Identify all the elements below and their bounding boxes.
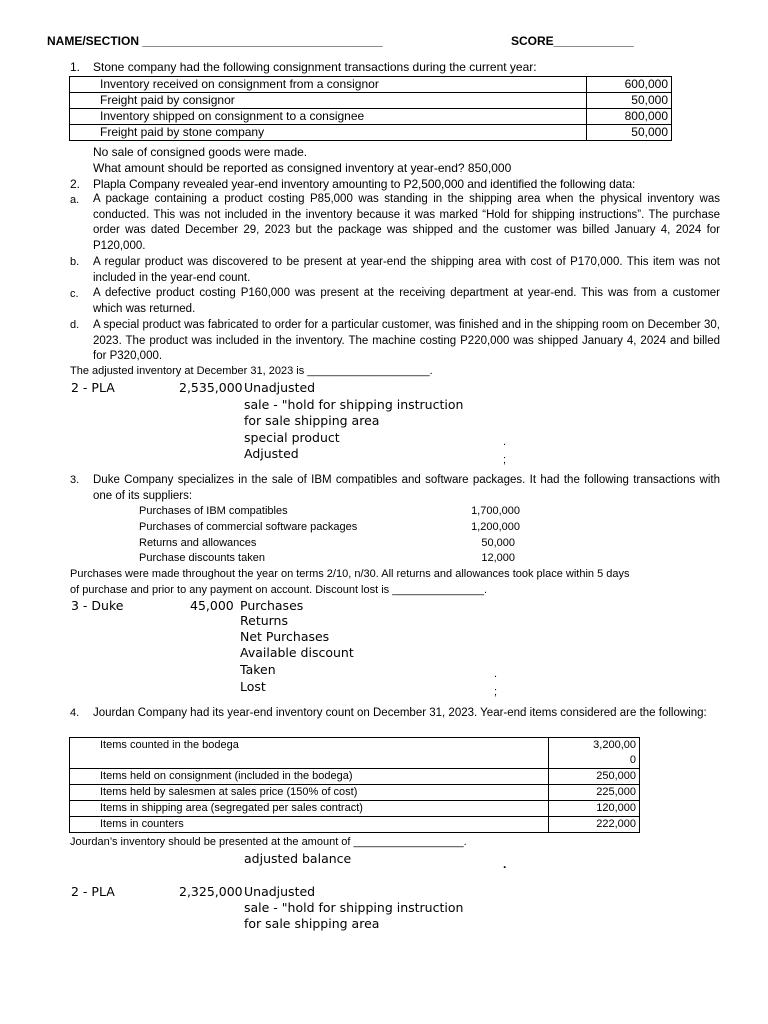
q4-row-label: Items counted in the bodega bbox=[70, 738, 549, 769]
q4-text: Jourdan Company had its year-end inventory count on December 31, 2023. Year-end items considered are the following: bbox=[93, 707, 707, 719]
q2-text: Plapla Company revealed year-end inventory amounting to P2,500,000 and identified the following data: bbox=[93, 177, 636, 191]
q2-item-c-letter: c. bbox=[70, 288, 79, 300]
q2-work-label: 2 - PLA bbox=[71, 380, 115, 395]
q2-item-a-text: A package containing a product costing P85,000 was standing in the shipping area when the physical inventory was conducted. This was not included in the inventory because it was marked “Hold for shipping instructions”. The purchase order was dated December 29, 2023 but the package was shipped and the customer was billed January 4, 2024 for P120,000. bbox=[93, 193, 720, 253]
q2-item-b-text: A regular product was discovered to be present at year-end the shipping area with cost of P170,000. This item was not included in the year-end count. bbox=[93, 256, 720, 284]
table-row bbox=[70, 769, 640, 785]
q2-work-line: Adjusted bbox=[244, 446, 299, 461]
table-row bbox=[70, 93, 672, 109]
table-row bbox=[70, 801, 640, 817]
q2-work-line: Unadjusted bbox=[244, 380, 316, 395]
q4-row-label: Items held by salesmen at sales price (150% of cost) bbox=[70, 785, 549, 801]
q4-number: 4. bbox=[70, 707, 80, 719]
q2-work-line: sale - "hold for shipping instruction bbox=[244, 397, 464, 412]
q3-row-label: Returns and allowances bbox=[139, 537, 257, 549]
table-row bbox=[70, 738, 640, 769]
q3-work-line: Taken bbox=[240, 662, 276, 677]
q3-row-label: Purchases of IBM compatibles bbox=[139, 505, 288, 517]
q2-item-c-text: A defective product costing P160,000 was present at the receiving department at year-end. This was from a customer which was returned. bbox=[93, 287, 720, 315]
q3-mark: . bbox=[494, 668, 498, 680]
q4-row-value-line: 3,200,00 bbox=[593, 739, 636, 751]
q2-item-a-letter: a. bbox=[70, 194, 80, 206]
q4-work-line: adjusted balance bbox=[244, 851, 352, 866]
q1-note: No sale of consigned goods were made. bbox=[93, 145, 308, 159]
table-row bbox=[70, 77, 672, 93]
q1-table bbox=[69, 76, 672, 141]
q4-work-amount: 2,325,000 bbox=[179, 884, 243, 899]
q1-row-label: Freight paid by stone company bbox=[70, 125, 587, 141]
q3-row-label: Purchase discounts taken bbox=[139, 552, 265, 564]
q2-work-line: for sale shipping area bbox=[244, 413, 380, 428]
q4-row-label: Items in counters bbox=[70, 817, 549, 833]
q3-mark: ; bbox=[494, 686, 498, 698]
q3-row-label: Purchases of commercial software packages bbox=[139, 521, 358, 533]
q2-item-b-letter: b. bbox=[70, 256, 80, 268]
q3-number: 3. bbox=[70, 474, 80, 486]
q2-question: The adjusted inventory at December 31, 2023 is ____________________. bbox=[70, 365, 433, 377]
q3-para-line: Purchases were made throughout the year on terms 2/10, n/30. All returns and allowances took place within 5 days bbox=[70, 568, 630, 580]
q1-row-value: 800,000 bbox=[587, 109, 672, 125]
q4-row-value: 250,000 bbox=[549, 769, 640, 785]
q1-question: What amount should be reported as consigned inventory at year-end? 850,000 bbox=[93, 161, 512, 175]
q1-row-label: Inventory shipped on consignment to a consignee bbox=[70, 109, 587, 125]
q1-row-value: 50,000 bbox=[587, 125, 672, 141]
name-section-label: NAME/SECTION ____________________________________ bbox=[47, 34, 383, 48]
q2-work-amount: 2,535,000 bbox=[179, 380, 243, 395]
q3-work-line: Returns bbox=[240, 613, 288, 628]
q2-mark: ; bbox=[503, 454, 507, 466]
q1-row-label: Inventory received on consignment from a consignor bbox=[70, 77, 587, 93]
table-row bbox=[70, 817, 640, 833]
q2-work-line: special product bbox=[244, 430, 340, 445]
q2-number: 2. bbox=[70, 177, 81, 191]
q4-row-label: Items in shipping area (segregated per sales contract) bbox=[70, 801, 549, 817]
q3-row-value: 1,200,000 bbox=[471, 521, 520, 533]
table-row bbox=[70, 785, 640, 801]
q2-mark: . bbox=[503, 436, 507, 448]
q3-work-line: Purchases bbox=[240, 598, 304, 613]
q4-row-value: 225,000 bbox=[549, 785, 640, 801]
q3-row-value: 50,000 bbox=[481, 537, 515, 549]
q4-work-line: for sale shipping area bbox=[244, 916, 380, 931]
q4-row-label: Items held on consignment (included in the bodega) bbox=[70, 769, 549, 785]
q4-work-line: Unadjusted bbox=[244, 884, 316, 899]
q3-work-line: Available discount bbox=[240, 645, 354, 660]
score-label: SCORE____________ bbox=[511, 34, 634, 48]
q1-row-value: 600,000 bbox=[587, 77, 672, 93]
q2-item-d-text: A special product was fabricated to order for a particular customer, was finished and in the shipping room on December 30, 2023. The product was included in the inventory. The machine costing P220,000 was shipped January 4, 2024 and billed for P320,000. bbox=[93, 319, 720, 363]
q1-row-value: 50,000 bbox=[587, 93, 672, 109]
q1-number: 1. bbox=[70, 60, 81, 74]
q1-text: Stone company had the following consignment transactions during the current year: bbox=[93, 60, 537, 74]
table-row bbox=[70, 125, 672, 141]
q4-table bbox=[69, 737, 640, 833]
q3-text: Duke Company specializes in the sale of IBM compatibles and software packages. It had the following transactions with one of its suppliers: bbox=[93, 474, 720, 502]
q4-row-value-line: 0 bbox=[629, 754, 636, 766]
q4-row-value: 222,000 bbox=[549, 817, 640, 833]
q3-work-line: Net Purchases bbox=[240, 629, 330, 644]
table-row bbox=[70, 109, 672, 125]
q3-work-line: Lost bbox=[240, 679, 266, 694]
q4-work-label: 2 - PLA bbox=[71, 884, 115, 899]
q4-row-value: 120,000 bbox=[549, 801, 640, 817]
q3-work-label: 3 - Duke bbox=[71, 598, 124, 613]
q3-row-value: 1,700,000 bbox=[471, 505, 520, 517]
q3-row-value: 12,000 bbox=[481, 552, 515, 564]
q4-work-line: sale - "hold for shipping instruction bbox=[244, 900, 464, 915]
q2-item-d-letter: d. bbox=[70, 319, 80, 331]
q4-question: Jourdan’s inventory should be presented at the amount of __________________. bbox=[70, 836, 467, 848]
q4-mark: . bbox=[503, 857, 507, 871]
q3-work-amount: 45,000 bbox=[190, 598, 234, 613]
q4-row-value bbox=[549, 738, 640, 769]
q3-para-line: of purchase and prior to any payment on account. Discount lost is _______________. bbox=[70, 584, 488, 596]
q1-row-label: Freight paid by consignor bbox=[70, 93, 587, 109]
